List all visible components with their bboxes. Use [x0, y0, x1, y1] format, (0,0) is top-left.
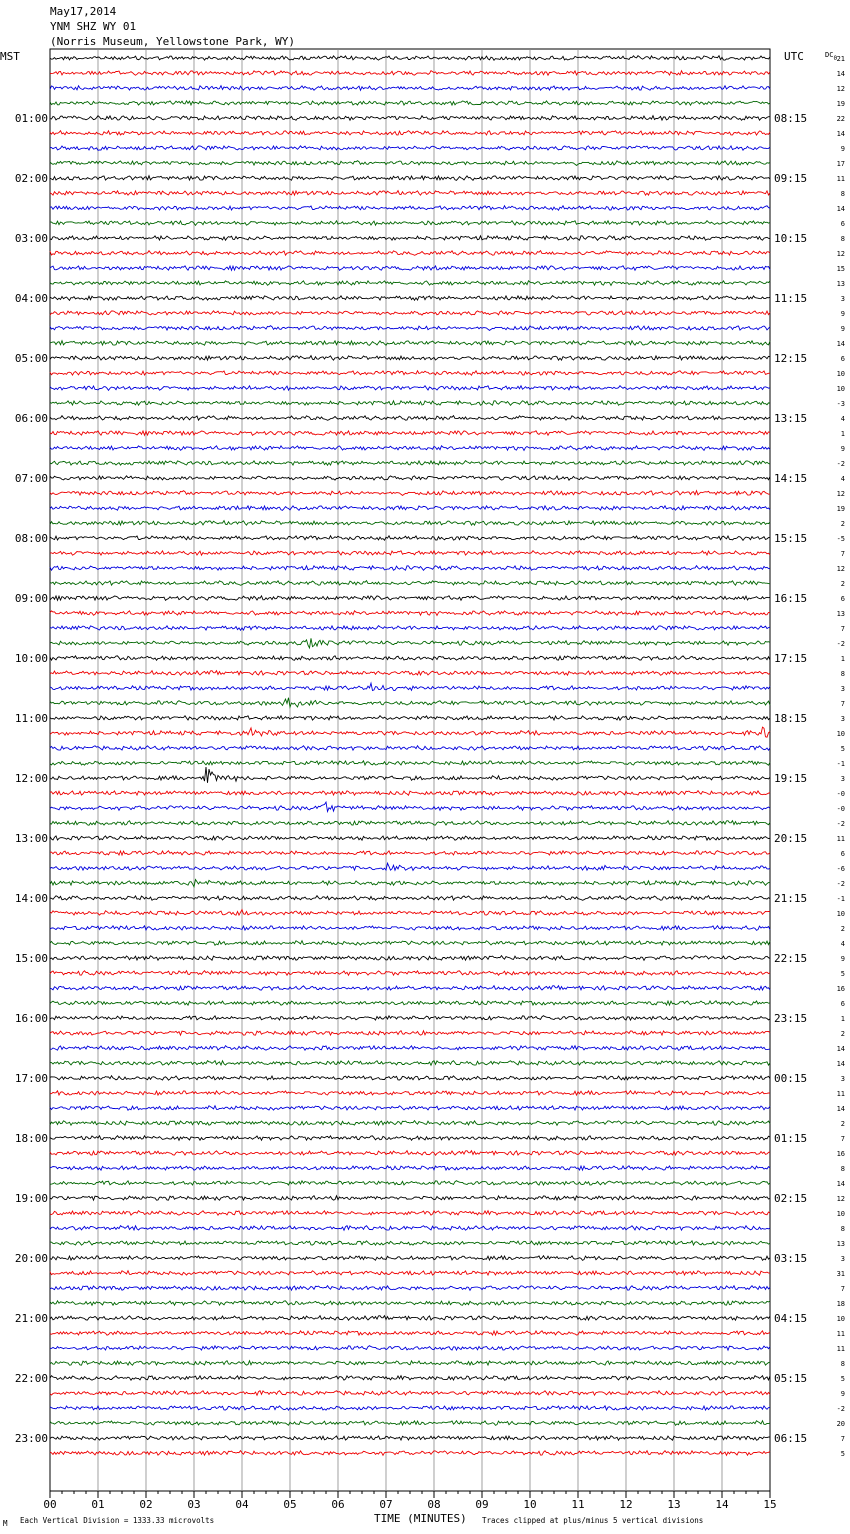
- dc-offset-label: 5: [840, 1375, 845, 1383]
- dc-offset-label: 10: [836, 385, 845, 393]
- trace-row: [50, 1241, 770, 1245]
- mst-hour-label: 04:00: [14, 292, 48, 305]
- trace-row: [50, 311, 770, 315]
- mst-hour-label: 13:00: [14, 832, 48, 845]
- trace-row: [50, 506, 770, 511]
- dc-offset-label: 10: [836, 1210, 845, 1218]
- dc-offset-label: 18: [836, 1300, 845, 1308]
- utc-hour-label: 14:15: [774, 472, 808, 485]
- trace-row: [50, 626, 770, 631]
- trace-row: [50, 101, 770, 105]
- mst-hour-label: 09:00: [14, 592, 48, 605]
- dc-offset-header: DC0: [825, 51, 838, 62]
- trace-row: [50, 206, 770, 210]
- trace-row: [50, 476, 770, 480]
- trace-row: [50, 971, 770, 976]
- utc-hour-label: 18:15: [774, 712, 808, 725]
- trace-row: [50, 1391, 770, 1396]
- dc-offset-label: 7: [840, 700, 845, 708]
- dc-offset-label: 13: [836, 610, 845, 618]
- dc-offset-label: 9: [840, 955, 845, 963]
- dc-offset-label: -2: [836, 820, 845, 828]
- trace-row: [50, 116, 770, 121]
- trace-row: [50, 611, 770, 616]
- station-location: (Norris Museum, Yellowstone Park, WY): [50, 35, 296, 48]
- trace-row: [50, 86, 770, 91]
- utc-hour-label: 11:15: [774, 292, 808, 305]
- trace-row: [50, 791, 770, 796]
- trace-row: [50, 191, 770, 196]
- trace-row: [50, 551, 770, 556]
- dc-offset-label: 7: [840, 1435, 845, 1443]
- trace-row: [50, 536, 770, 541]
- trace-row: [50, 910, 770, 916]
- mst-hour-label: 07:00: [14, 472, 48, 485]
- trace-row: [50, 596, 770, 601]
- trace-row: [50, 863, 770, 870]
- dc-offset-label: 14: [836, 340, 845, 348]
- dc-offset-label: 9: [840, 145, 845, 153]
- trace-row: [50, 1406, 770, 1410]
- trace-row: [50, 146, 770, 151]
- dc-offset-label: 12: [836, 250, 845, 258]
- trace-row: [50, 251, 770, 256]
- dc-offset-label: 8: [840, 190, 845, 198]
- dc-offset-label: 10: [836, 910, 845, 918]
- dc-offset-label: 7: [840, 1285, 845, 1293]
- dc-offset-label: 6: [840, 220, 845, 228]
- x-tick-label: 08: [427, 1498, 441, 1511]
- trace-row: [50, 1016, 770, 1020]
- trace-row: [50, 326, 770, 331]
- dc-offset-label: 14: [836, 130, 845, 138]
- trace-row: [50, 1181, 770, 1185]
- dc-offset-label: 14: [836, 1060, 845, 1068]
- plot-date: May17,2014: [50, 5, 117, 18]
- dc-offset-label: 11: [836, 835, 845, 843]
- trace-row: [50, 1436, 770, 1440]
- trace-row: [50, 1316, 770, 1321]
- dc-offset-label: 2: [840, 1030, 845, 1038]
- trace-row: [50, 727, 770, 737]
- dc-offset-label: 19: [836, 505, 845, 513]
- dc-offset-label: -5: [836, 535, 845, 543]
- x-tick-label: 11: [571, 1498, 585, 1511]
- trace-row: [50, 71, 770, 76]
- footer-mark: M: [3, 1519, 8, 1528]
- dc-offset-label: 3: [840, 1075, 845, 1083]
- trace-row: [50, 1151, 770, 1156]
- mst-hour-label: 19:00: [14, 1192, 48, 1205]
- utc-hour-label: 19:15: [774, 772, 808, 785]
- dc-offset-label: 15: [836, 265, 845, 273]
- trace-row: [50, 1271, 770, 1276]
- trace-row: [50, 926, 770, 931]
- mst-hour-label: 02:00: [14, 172, 48, 185]
- trace-row: [50, 880, 770, 887]
- dc-offset-label: 12: [836, 490, 845, 498]
- trace-row: [50, 956, 770, 961]
- mst-hour-label: 23:00: [14, 1432, 48, 1445]
- dc-offset-label: -2: [836, 460, 845, 468]
- trace-row: [50, 161, 770, 166]
- trace-row: [50, 1136, 770, 1141]
- utc-hour-label: 06:15: [774, 1432, 808, 1445]
- dc-offset-label: 8: [840, 670, 845, 678]
- dc-offset-label: 5: [840, 745, 845, 753]
- vertical-scale-note: Each Vertical Division = 1333.33 microvolts: [20, 1516, 215, 1525]
- dc-offset-label: 6: [840, 595, 845, 603]
- utc-hour-label: 02:15: [774, 1192, 808, 1205]
- dc-offset-label: 9: [840, 325, 845, 333]
- utc-hour-label: 04:15: [774, 1312, 808, 1325]
- mst-hour-label: 03:00: [14, 232, 48, 245]
- dc-offset-label: 7: [840, 1135, 845, 1143]
- x-tick-label: 14: [715, 1498, 729, 1511]
- trace-row: [50, 281, 770, 286]
- trace-row: [50, 581, 770, 586]
- dc-offset-label: 14: [836, 1180, 845, 1188]
- utc-hour-label: 08:15: [774, 112, 808, 125]
- trace-row: [50, 1376, 770, 1381]
- dc-offset-label: 7: [840, 550, 845, 558]
- trace-row: [50, 1331, 770, 1335]
- utc-hour-label: 10:15: [774, 232, 808, 245]
- dc-offset-label: -2: [836, 640, 845, 648]
- utc-hour-label: 03:15: [774, 1252, 808, 1265]
- mst-hour-label: 17:00: [14, 1072, 48, 1085]
- x-tick-label: 05: [283, 1498, 297, 1511]
- dc-offset-label: 6: [840, 850, 845, 858]
- trace-row: [50, 896, 770, 901]
- trace-row: [50, 1451, 770, 1456]
- x-tick-label: 07: [379, 1498, 393, 1511]
- utc-hour-label: 13:15: [774, 412, 808, 425]
- dc-offset-label: 17: [836, 160, 845, 168]
- dc-offset-label: 6: [840, 355, 845, 363]
- utc-hour-label: 00:15: [774, 1072, 808, 1085]
- dc-offset-label: 4: [840, 940, 845, 948]
- trace-row: [50, 566, 770, 571]
- dc-offset-label: 11: [836, 1330, 845, 1338]
- dc-offset-label: 3: [840, 715, 845, 723]
- dc-offset-label: 3: [840, 775, 845, 783]
- trace-row: [50, 176, 770, 181]
- trace-row: [50, 986, 770, 991]
- trace-row: [50, 698, 770, 707]
- dc-offset-label: 10: [836, 370, 845, 378]
- dc-offset-label: -0: [836, 790, 845, 798]
- dc-offset-label: 14: [836, 205, 845, 213]
- dc-offset-label: 13: [836, 280, 845, 288]
- dc-offset-label: 16: [836, 1150, 845, 1158]
- utc-hour-label: 23:15: [774, 1012, 808, 1025]
- trace-row: [50, 1211, 770, 1216]
- trace-row: [50, 461, 770, 466]
- trace-row: [50, 671, 770, 676]
- trace-row: [50, 1286, 770, 1291]
- mst-hour-label: 18:00: [14, 1132, 48, 1145]
- trace-row: [50, 716, 770, 721]
- mst-hour-label: 22:00: [14, 1372, 48, 1385]
- x-tick-label: 04: [235, 1498, 249, 1511]
- utc-hour-label: 21:15: [774, 892, 808, 905]
- mst-hour-label: 11:00: [14, 712, 48, 725]
- utc-hour-label: 05:15: [774, 1372, 808, 1385]
- dc-offset-label: -1: [836, 760, 845, 768]
- trace-row: [50, 446, 770, 451]
- mst-hour-label: 21:00: [14, 1312, 48, 1325]
- trace-row: [50, 431, 770, 436]
- x-tick-label: 00: [43, 1498, 57, 1511]
- mst-hour-label: 01:00: [14, 112, 48, 125]
- utc-hour-label: 09:15: [774, 172, 808, 185]
- dc-offset-label: 1: [840, 1015, 845, 1023]
- trace-row: [50, 356, 770, 361]
- dc-offset-label: -6: [836, 865, 845, 873]
- trace-row: [50, 1031, 770, 1036]
- mst-hour-label: 20:00: [14, 1252, 48, 1265]
- dc-offset-label: 12: [836, 85, 845, 93]
- trace-row: [50, 656, 770, 660]
- mst-hour-label: 05:00: [14, 352, 48, 365]
- x-tick-label: 15: [763, 1498, 777, 1511]
- dc-offset-label: -2: [836, 1405, 845, 1413]
- dc-offset-label: 9: [840, 445, 845, 453]
- trace-row: [50, 821, 770, 826]
- utc-hour-label: 15:15: [774, 532, 808, 545]
- dc-offset-label: 7: [840, 625, 845, 633]
- trace-row: [50, 1091, 770, 1096]
- x-axis-title: TIME (MINUTES): [374, 1512, 467, 1525]
- mst-hour-label: 15:00: [14, 952, 48, 965]
- trace-row: [50, 266, 770, 271]
- dc-offset-label: 11: [836, 1090, 845, 1098]
- trace-row: [50, 401, 770, 406]
- dc-offset-label: 14: [836, 1105, 845, 1113]
- trace-row: [50, 802, 770, 811]
- station-code: YNM SHZ WY 01: [50, 20, 137, 33]
- trace-row: [50, 638, 770, 648]
- dc-offset-label: 11: [836, 1345, 845, 1353]
- dc-offset-label: 14: [836, 70, 845, 78]
- mst-hour-label: 10:00: [14, 652, 48, 665]
- dc-offset-label: 1: [840, 430, 845, 438]
- dc-offset-label: 6: [840, 1000, 845, 1008]
- trace-row: [50, 1061, 770, 1066]
- trace-row: [50, 371, 770, 375]
- dc-offset-label: 1: [840, 655, 845, 663]
- dc-offset-label: 10: [836, 1315, 845, 1323]
- dc-offset-label: 2: [840, 925, 845, 933]
- dc-offset-label: -2: [836, 880, 845, 888]
- mst-hour-label: 12:00: [14, 772, 48, 785]
- trace-row: [50, 1121, 770, 1126]
- trace-row: [50, 1106, 770, 1111]
- trace-row: [50, 1421, 770, 1426]
- trace-row: [50, 683, 770, 690]
- mst-hour-label: 06:00: [14, 412, 48, 425]
- trace-row: [50, 236, 770, 241]
- dc-offset-label: 4: [840, 415, 845, 423]
- dc-offset-label: 3: [840, 295, 845, 303]
- dc-offset-label: 16: [836, 985, 845, 993]
- utc-hour-label: 16:15: [774, 592, 808, 605]
- x-tick-label: 02: [139, 1498, 153, 1511]
- dc-offset-label: 8: [840, 1360, 845, 1368]
- utc-hour-label: 22:15: [774, 952, 808, 965]
- dc-offset-label: 5: [840, 970, 845, 978]
- dc-offset-label: 8: [840, 1225, 845, 1233]
- dc-offset-label: 12: [836, 1195, 845, 1203]
- dc-offset-label: 19: [836, 100, 845, 108]
- trace-row: [50, 416, 770, 421]
- trace-row: [50, 1226, 770, 1231]
- dc-offset-label: 13: [836, 1240, 845, 1248]
- trace-row: [50, 1166, 770, 1170]
- right-timezone-label: UTC: [784, 50, 804, 63]
- x-tick-label: 06: [331, 1498, 345, 1511]
- trace-row: [50, 491, 770, 496]
- trace-row: [50, 941, 770, 946]
- dc-offset-label: 14: [836, 1045, 845, 1053]
- dc-offset-label: 9: [840, 1390, 845, 1398]
- trace-row: [50, 836, 770, 840]
- mst-hour-label: 14:00: [14, 892, 48, 905]
- x-tick-label: 03: [187, 1498, 201, 1511]
- mst-hour-label: 16:00: [14, 1012, 48, 1025]
- trace-row: [50, 131, 770, 135]
- x-tick-label: 10: [523, 1498, 537, 1511]
- trace-row: [50, 56, 770, 61]
- dc-offset-label: 2: [840, 1120, 845, 1128]
- dc-offset-label: -1: [836, 895, 845, 903]
- x-tick-label: 13: [667, 1498, 681, 1511]
- trace-row: [50, 1256, 770, 1261]
- trace-row: [50, 221, 770, 226]
- dc-offset-label: -3: [836, 400, 845, 408]
- trace-row: [50, 341, 770, 346]
- dc-offset-label: -0: [836, 805, 845, 813]
- trace-row: [50, 1301, 770, 1306]
- trace-row: [50, 1346, 770, 1351]
- dc-offset-label: 2: [840, 580, 845, 588]
- x-tick-label: 12: [619, 1498, 633, 1511]
- trace-row: [50, 386, 770, 391]
- dc-offset-label: 31: [836, 1270, 845, 1278]
- trace-row: [50, 1361, 770, 1366]
- x-tick-label: 01: [91, 1498, 105, 1511]
- dc-offset-label: 8: [840, 235, 845, 243]
- utc-hour-label: 01:15: [774, 1132, 808, 1145]
- utc-hour-label: 17:15: [774, 652, 808, 665]
- trace-row: [50, 761, 770, 765]
- dc-offset-label: 8: [840, 1165, 845, 1173]
- trace-row: [50, 767, 770, 783]
- dc-offset-label: 10: [836, 730, 845, 738]
- dc-offset-label: 4: [840, 475, 845, 483]
- trace-row: [50, 1046, 770, 1051]
- dc-offset-label: 12: [836, 565, 845, 573]
- utc-hour-label: 12:15: [774, 352, 808, 365]
- x-tick-label: 09: [475, 1498, 489, 1511]
- dc-offset-label: 21: [836, 55, 845, 63]
- dc-offset-label: 11: [836, 175, 845, 183]
- clipping-note: Traces clipped at plus/minus 5 vertical divisions: [482, 1516, 704, 1525]
- trace-row: [50, 746, 770, 751]
- trace-row: [50, 521, 770, 526]
- trace-row: [50, 296, 770, 301]
- utc-hour-label: 20:15: [774, 832, 808, 845]
- dc-offset-label: 22: [836, 115, 845, 123]
- dc-offset-label: 3: [840, 1255, 845, 1263]
- trace-row: [50, 851, 770, 855]
- trace-row: [50, 1001, 770, 1005]
- dc-offset-label: 2: [840, 520, 845, 528]
- dc-offset-label: 20: [836, 1420, 845, 1428]
- left-timezone-label: MST: [0, 50, 20, 63]
- dc-offset-label: 9: [840, 310, 845, 318]
- mst-hour-label: 08:00: [14, 532, 48, 545]
- trace-row: [50, 1076, 770, 1081]
- trace-row: [50, 1196, 770, 1201]
- dc-offset-label: 3: [840, 685, 845, 693]
- dc-offset-label: 5: [840, 1450, 845, 1458]
